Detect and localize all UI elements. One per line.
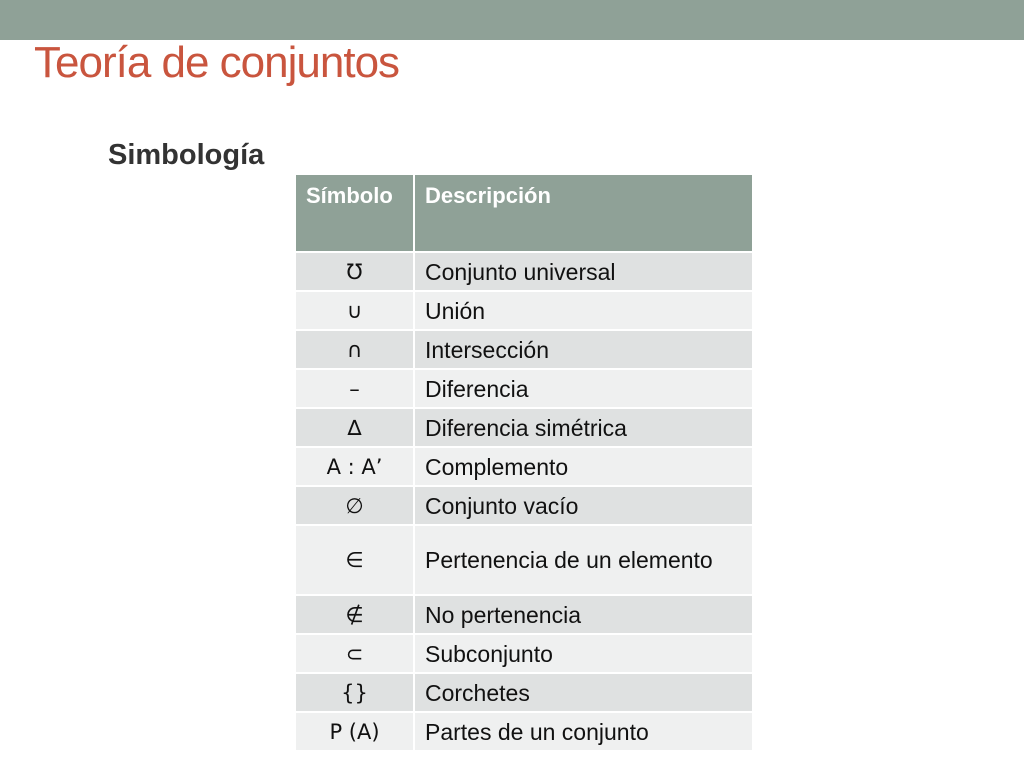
symbol-cell: ∩: [295, 330, 414, 369]
symbol-cell: ∅: [295, 486, 414, 525]
symbology-table: [294, 173, 754, 752]
symbol-cell: –: [295, 369, 414, 408]
description-cell: Partes de un conjunto: [414, 712, 753, 751]
table-row: [295, 486, 753, 525]
table-row: [295, 447, 753, 486]
slide-subtitle: Simbología: [108, 139, 265, 171]
table-row: [295, 712, 753, 751]
table-row: [295, 525, 753, 595]
table-row: [295, 634, 753, 673]
symbol-cell: ∆: [295, 408, 414, 447]
symbol-cell: Ʊ: [295, 252, 414, 291]
slide-title: Teoría de conjuntos: [34, 38, 400, 87]
symbol-cell: ⊂: [295, 634, 414, 673]
table-row: [295, 408, 753, 447]
symbol-cell: ∪: [295, 291, 414, 330]
table-row: [295, 595, 753, 634]
description-cell: Diferencia: [414, 369, 753, 408]
table-row: [295, 673, 753, 712]
symbol-cell: ∈: [295, 525, 414, 595]
description-cell: No pertenencia: [414, 595, 753, 634]
symbol-cell: P (A): [295, 712, 414, 751]
description-cell: Diferencia simétrica: [414, 408, 753, 447]
table-row: [295, 330, 753, 369]
symbol-cell: ∉: [295, 595, 414, 634]
description-cell: Complemento: [414, 447, 753, 486]
table-row: [295, 252, 753, 291]
top-accent-bar: [0, 0, 1024, 40]
symbol-cell: A : A’: [295, 447, 414, 486]
description-cell: Intersección: [414, 330, 753, 369]
header-symbol: Símbolo: [295, 174, 414, 252]
description-cell: Subconjunto: [414, 634, 753, 673]
table-row: [295, 369, 753, 408]
table-header-row: [295, 174, 753, 252]
description-cell: Conjunto universal: [414, 252, 753, 291]
description-cell: Unión: [414, 291, 753, 330]
table-row: [295, 291, 753, 330]
description-cell: Pertenencia de un elemento: [414, 525, 753, 595]
description-cell: Conjunto vacío: [414, 486, 753, 525]
description-cell: Corchetes: [414, 673, 753, 712]
symbol-cell: {}: [295, 673, 414, 712]
header-description: Descripción: [414, 174, 753, 252]
